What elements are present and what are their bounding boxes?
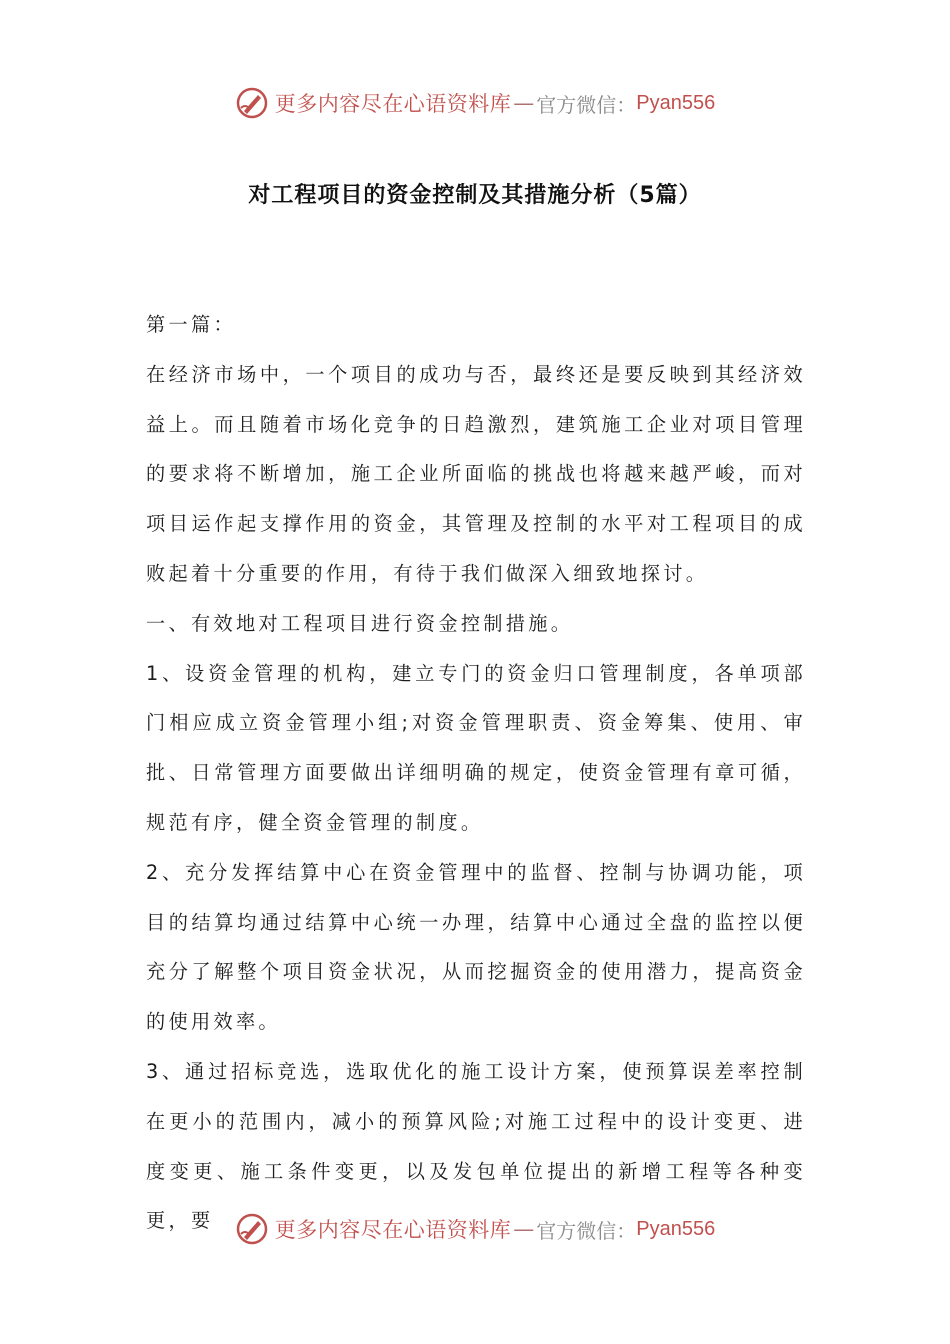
brand-text: 更多内容尽在心语资料库 [274,92,512,116]
footer-banner [0,1207,950,1251]
paragraph: 在经济市场中，一个项目的成功与否，最终还是要反映到其经济效益上。而且随着市场化竞争的日趋激烈，建筑施工企业对项目管理的要求将不断增加，施工企业所面临的挑战也将越来越严峻，而对项目运作起支撑作用的资金，其管理及控制的水平对工程项目的成败起着十分重要的作用，有待于我们做深入细致地探讨。 [146,362,806,585]
wechat-label: 官方微信： [536,1218,637,1243]
pen-logo-icon [235,1212,269,1246]
paragraph: 2、充分发挥结算中心在资金管理中的监督、控制与协调功能，项目的结算均通过结算中心统一办理，结算中心通过全盘的监控以便充分了解整个项目资金状况，从而挖掘资金的使用潜力，提高资金的使用效率。 [146,860,806,1034]
section-heading: 第一篇： [146,313,236,336]
wechat-label: 官方微信： [536,92,637,117]
document-body [146,300,806,1246]
separator: — [513,91,535,115]
paragraph: 1、设资金管理的机构，建立专门的资金归口管理制度，各单项部门相应成立资金管理小组;对资金管理职责、资金筹集、使用、审批、日常管理方面要做出详细明确的规定，使资金管理有章可循，规范有序，健全资金管理的制度。 [146,661,806,834]
wechat-id: Pyan556 [636,91,716,114]
document-title: 对工程项目的资金控制及其措施分析（5篇） [248,183,702,208]
header-banner [0,81,950,125]
paragraph: 3、通过招标竞选，选取优化的施工设计方案，使预算误差率控制在更小的范围内，减小的预算风险;对施工过程中的设计变更、进度变更、施工条件变更，以及发包单位提出的新增工程等各种变更，要 [146,1059,806,1233]
pen-logo-icon [235,86,269,120]
paragraph: 一、有效地对工程项目进行资金控制措施。 [146,611,574,635]
brand-text: 更多内容尽在心语资料库 [274,1218,512,1242]
separator: — [513,1217,535,1241]
wechat-id: Pyan556 [636,1217,716,1240]
